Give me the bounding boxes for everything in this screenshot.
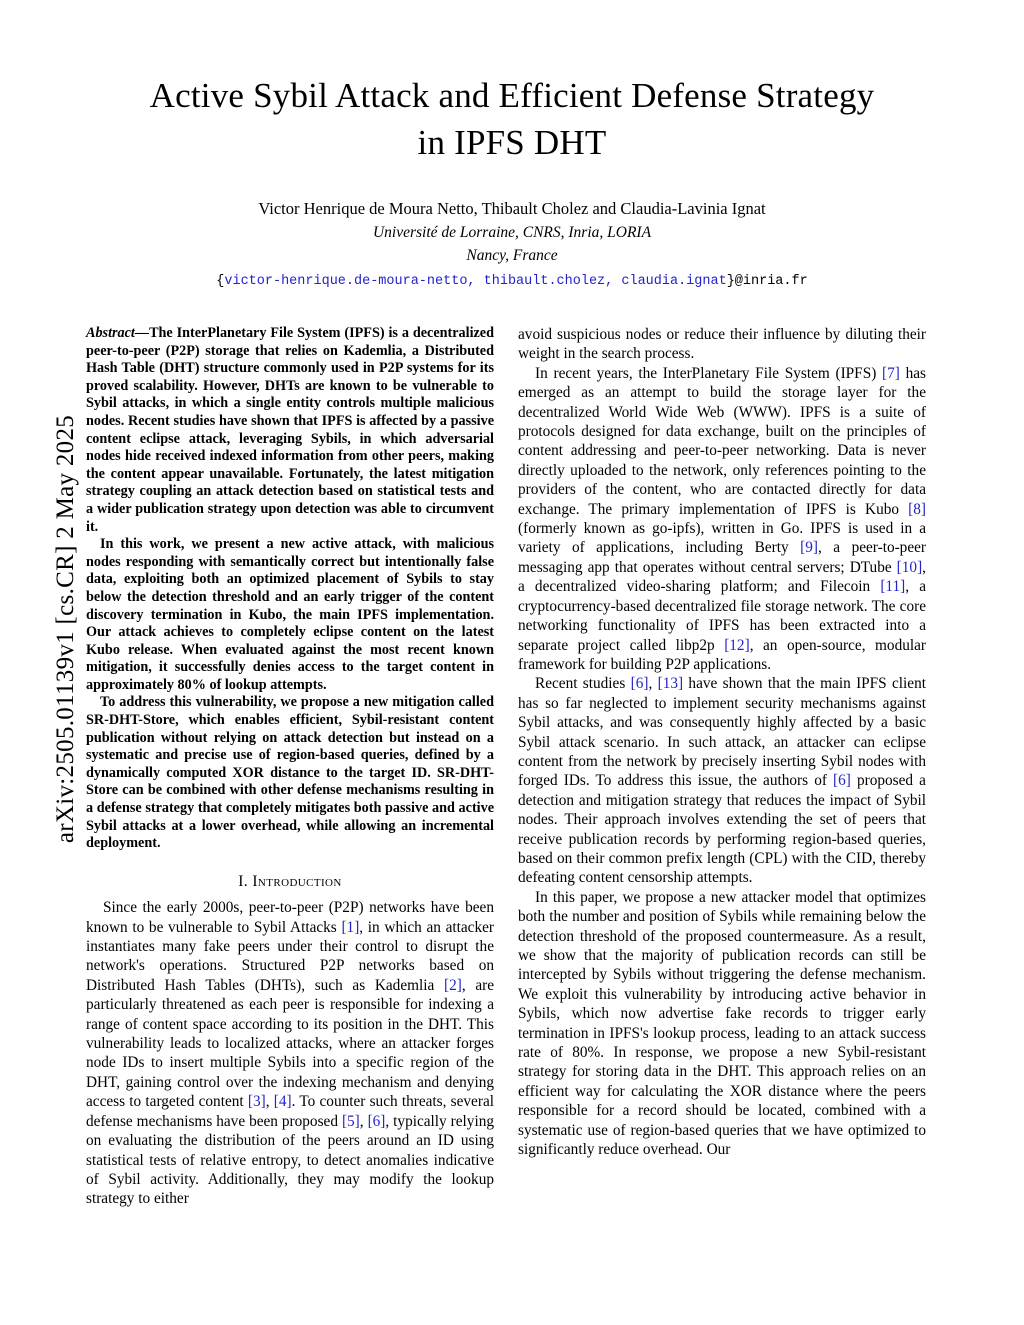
citation-6b[interactable]: [6] (630, 675, 649, 693)
abstract-label: Abstract (86, 325, 135, 341)
right-column (518, 325, 926, 1159)
intro-text-g: , typically relying on evaluating the distribution of the peers around an ID using statistical tests of relative entropy, to detect anomalies indicative of Sybil activity. Additionally, they may modify the lookup strategy to either (86, 1112, 494, 1208)
citation-4[interactable]: [4] (273, 1093, 292, 1111)
citation-1[interactable]: [1] (341, 918, 360, 936)
citation-9[interactable]: [9] (800, 539, 818, 557)
right-paragraph-3 (518, 674, 926, 887)
intro-text-c: , are particularly threatened as each peer is responsible for indexing a range of content space according to its position in the DHT. This vulnerability leads to localized attacks, where an attacker forges node IDs to insert multiple Sybils into a specific region of the DHT, gaining control over the indexing mechanism and denying access to targeted content (86, 976, 494, 1111)
citation-12[interactable]: [12] (724, 636, 750, 654)
citation-11[interactable]: [11] (880, 578, 906, 596)
right-text-b: has emerged as an attempt to build the storage layer for the decentralized World Wide Web (WWW). IPFS is a suite of protocols designed for data exchange, built on the principles of content addressing and peer-to-peer networking. Data is never directly uploaded to the network, only references pointing to the providers of the content, who are contacted directly for data exchange. The primary implementation of IPFS is Kubo (518, 364, 926, 518)
intro-text-a: Since the early 2000s, peer-to-peer (P2P) networks have been known to be vulnerable to Sybil Attacks (86, 899, 494, 936)
abstract-paragraph-3: To address this vulnerability, we propose a new mitigation called SR-DHT-Store, which enables efficient, Sybil-resistant content publication without relying on attack detection but instead on a systematic and precise use of region-based queries, defined by a dynamically computed XOR distance to the target ID. SR-DHT-Store can be combined with other defense mechanisms resulting in a defense strategy that completely mitigates both passive and active Sybil attacks at a lower overhead, while allowing an incremental deployment. (86, 694, 494, 852)
citation-2[interactable]: [2] (443, 976, 462, 994)
email-author-3[interactable]: claudia.ignat (621, 274, 727, 289)
abstract-block (86, 325, 494, 853)
right-paragraph-continuation: avoid suspicious nodes or reduce their influence by diluting their weight in the search process. (518, 326, 926, 363)
citation-10[interactable]: [10] (896, 558, 923, 576)
citation-6c[interactable]: [6] (833, 772, 851, 790)
right-text-a: In recent years, the InterPlanetary File System (IPFS) (535, 364, 883, 382)
citation-13[interactable]: [13] (657, 675, 684, 693)
abstract-paragraph-2: In this work, we present a new active attack, with malicious nodes responding with semantically correct but intentionally false data, exploiting both an optimized placement of Sybils to stay below the detection threshold and an early trigger of the content discovery termination in Kubo, the main IPFS implementation. Our attack achieves to completely eclipse content on the latest Kubo release. When evaluated against the most recent known mitigation, it successfully denies access to the target content in approximately 80% of lookup attempts. (86, 536, 494, 693)
intro-paragraph-1 (86, 898, 494, 1209)
contact-email (86, 269, 938, 293)
page-title (86, 72, 938, 166)
abstract-dash: — (134, 325, 150, 341)
right-text-f: , a cryptocurrency-based decentralized file storage network. The core networking functionality of IPFS has been extracted into a separate project called libp2p (518, 578, 926, 654)
section-heading-introduction: I. Introduction (238, 872, 342, 890)
right-text-g: , an open-source, modular framework for building P2P applications. (518, 636, 926, 673)
author-block (86, 198, 938, 293)
arxiv-identifier-stamp: arXiv:2505.01139v1 [cs.CR] 2 May 2025 (52, 414, 79, 844)
intro-text-d: , (265, 1093, 274, 1111)
affiliation-line-1: Université de Lorraine, CNRS, Inria, LORIA (372, 224, 652, 241)
title-line-1: Active Sybil Attack and Efficient Defense Strategy (149, 76, 875, 115)
right-text-i: , (648, 675, 658, 693)
citation-7[interactable]: [7] (882, 364, 900, 382)
right-paragraph-4: In this paper, we propose a new attacker model that optimizes both the number and position of Sybils while remaining below the detection threshold of the proposed countermeasure. As a result, we show that the majority of publication records can still be intercepted by Sybils without triggering the defense mechanism. We exploit this vulnerability by introducing active behavior in Sybils, which now advertise fake records to trigger early termination in IPFS's lookup process, leading to an attack success rate of 80%. In response, we propose a new Sybil-resistant strategy for storing data in the DHT. This approach relies on an efficient way for calculating the XOR distance where the peers responsible for a record should be located, combined with a systematic use of region-based queries that we have optimized to significantly reduce overhead. Our (518, 888, 926, 1159)
citation-3[interactable]: [3] (247, 1093, 266, 1111)
citation-8[interactable]: [8] (908, 500, 926, 518)
title-line-2: in IPFS DHT (417, 123, 607, 162)
email-author-2[interactable]: thibault.cholez, (483, 274, 614, 289)
right-text-e: , a decentralized video-sharing platform; and Filecoin (518, 558, 926, 596)
left-column (86, 325, 494, 1209)
author-names: Victor Henrique de Moura Netto, Thibault Cholez and Claudia-Lavinia Ignat (258, 199, 766, 218)
right-text-h: Recent studies (535, 675, 631, 693)
email-brace-close-domain: }@inria.fr (726, 274, 808, 289)
citation-6[interactable]: [6] (367, 1112, 386, 1130)
email-brace-open: { (216, 274, 225, 289)
right-text-c: (formerly known as go-ipfs), written in Go. IPFS is used in a variety of applications, including Berty (518, 520, 926, 557)
right-text-d: , a peer-to-peer messaging app that operates without central servers; DTube (518, 539, 927, 576)
intro-text-e: . To counter such threats, several defense mechanisms have been proposed (86, 1093, 494, 1130)
email-author-1[interactable]: victor-henrique.de-moura-netto, (224, 274, 476, 289)
intro-text-f: , (359, 1112, 368, 1130)
citation-5[interactable]: [5] (341, 1112, 360, 1130)
abstract-paragraph-1 (86, 325, 494, 536)
right-text-k: proposed a detection and mitigation strategy that reduces the impact of Sybil nodes. Their approach involves extending the set of peers that receive publication records by performing region-based queries, based on their common prefix length (CPL) with the CID, thereby defeating content censorship attempts. (518, 772, 926, 887)
right-paragraph-2 (518, 364, 926, 675)
abstract-text-1: The InterPlanetary File System (IPFS) is a decentralized peer-to-peer (P2P) storage that relies on Kademlia, a Distributed Hash Table (DHT) structure commonly used in P2P systems for its proved scalability. However, DHTs are known to be vulnerable to Sybil attacks, in which a single entity controls multiple malicious nodes. Recent studies have shown that IPFS is affected by a passive content eclipse attack, leveraging Sybils, in which adversarial nodes hide received indexed information from other peers, making the content appear unavailable. Fortunately, the latest mitigation strategy coupling an attack detection based on statistical tests and a wider publication strategy upon detection was able to circumvent it. (86, 325, 494, 535)
intro-text-b: , in which an attacker instantiates many fake peers under their control to disrupt the network's operations. Structured P2P networks based on Distributed Hash Tables (DHTs), such as Kademlia (86, 918, 494, 994)
email-space-1 (476, 274, 484, 289)
right-text-j: have shown that the main IPFS client has so far neglected to implement security mechanisms against Sybil attacks, and was consequently highly affected by a basic Sybil attack scenario. In such attack, an attacker can eclipse content from the network by precisely inserting Sybil nodes with forged IDs. To address this issue, the authors of (518, 675, 926, 790)
affiliation-line-2: Nancy, France (466, 247, 558, 264)
